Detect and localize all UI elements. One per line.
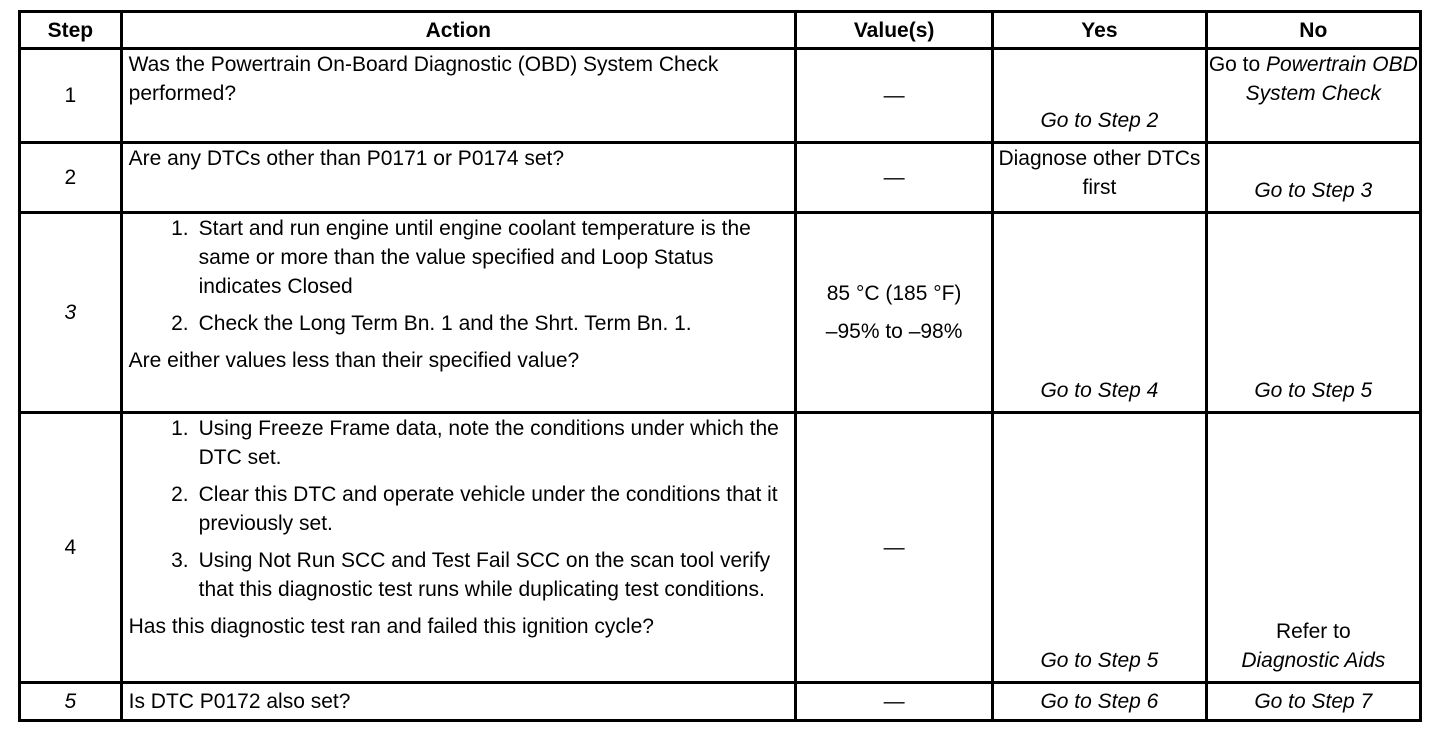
no-text: Go to Step 7: [1254, 690, 1373, 713]
step-cell: [20, 683, 122, 721]
action-cell: [121, 683, 795, 721]
table-row-step-4: [20, 413, 1421, 683]
value-temperature: 85 °C (185 °F): [826, 281, 962, 305]
substep-number: 2.: [171, 312, 189, 335]
step-number: 5: [64, 690, 77, 713]
substep: [129, 546, 790, 604]
substep: [129, 480, 790, 538]
header-values: Value(s): [795, 12, 992, 49]
action-cell: [121, 49, 795, 143]
no-cell: [1206, 213, 1420, 413]
header-yes: Yes: [993, 12, 1206, 49]
step-number: 3: [64, 301, 77, 324]
header-action: Action: [121, 12, 795, 49]
value-cell: [795, 143, 992, 213]
no-text: [1208, 617, 1419, 675]
action-question: Is DTC P0172 also set?: [128, 690, 351, 713]
action-question: Was the Powertrain On-Board Diagnostic (OBD) System Check performed?: [128, 53, 719, 105]
yes-text: Diagnose other DTCs first: [998, 147, 1201, 199]
yes-cell: [993, 683, 1206, 721]
substep-text: Using Freeze Frame data, note the conditions under which the DTC set.: [198, 417, 779, 469]
value-cell: [795, 413, 992, 683]
value-cell: [795, 49, 992, 143]
step-number: 4: [64, 536, 77, 559]
substep-number: 2.: [171, 483, 189, 506]
value-list: [797, 275, 991, 351]
no-text-prefix: Go to: [1208, 53, 1261, 76]
substep: [129, 214, 790, 301]
header-row: [20, 12, 1421, 49]
no-text: Go to Step 3: [1254, 179, 1373, 202]
step-number: 1: [64, 84, 77, 107]
value-text: —: [883, 84, 905, 107]
substep-text: Check the Long Term Bn. 1 and the Shrt. Term Bn. 1.: [198, 312, 692, 335]
table-row-step-1: [20, 49, 1421, 143]
yes-cell: [993, 49, 1206, 143]
value-text: —: [883, 690, 905, 713]
no-text: Go to Step 5: [1254, 379, 1373, 402]
value-cell: [795, 683, 992, 721]
step-cell: [20, 213, 122, 413]
yes-cell: [993, 143, 1206, 213]
diagnostic-table: [18, 10, 1422, 722]
substep-text: Start and run engine until engine coolant temperature is the same or more than the value specified and Loop Status indicates Closed: [198, 217, 751, 298]
no-cell: [1206, 143, 1420, 213]
action-question: Are any DTCs other than P0171 or P0174 set?: [128, 147, 565, 170]
value-fuel-trim: –95% to –98%: [825, 319, 963, 343]
table-row-step-5: [20, 683, 1421, 721]
value-cell: [795, 213, 992, 413]
substep-number: 3.: [171, 549, 189, 572]
table-row-step-2: [20, 143, 1421, 213]
table-row-step-3: [20, 213, 1421, 413]
substep-list: [129, 414, 790, 604]
yes-text: Go to Step 4: [1040, 379, 1159, 402]
yes-cell: [993, 213, 1206, 413]
substep: [129, 309, 790, 338]
value-text: —: [883, 536, 905, 559]
substep-text: Clear this DTC and operate vehicle under the conditions that it previously set.: [198, 483, 778, 535]
no-text-link: Powertrain OBD System Check: [1245, 53, 1418, 105]
header-step: Step: [20, 12, 122, 49]
substep: [129, 414, 790, 472]
action-cell: [121, 213, 795, 413]
yes-text: Go to Step 5: [1040, 649, 1159, 672]
action-question: Are either values less than their specified value?: [128, 349, 580, 372]
substep-list: [129, 214, 790, 338]
yes-text: Go to Step 6: [1040, 690, 1159, 713]
value-text: —: [883, 166, 905, 189]
yes-cell: [993, 413, 1206, 683]
step-cell: [20, 49, 122, 143]
action-cell: [121, 143, 795, 213]
action-cell: [121, 413, 795, 683]
substep-number: 1.: [171, 217, 189, 240]
step-cell: [20, 413, 122, 683]
no-text-prefix: Refer to: [1275, 620, 1351, 643]
no-cell: [1206, 49, 1420, 143]
substep-number: 1.: [171, 417, 189, 440]
step-cell: [20, 143, 122, 213]
step-number: 2: [64, 166, 77, 189]
no-text: [1208, 50, 1419, 108]
no-cell: [1206, 413, 1420, 683]
yes-text: Go to Step 2: [1040, 109, 1159, 132]
no-text-link: Diagnostic Aids: [1241, 649, 1386, 672]
action-question: Has this diagnostic test ran and failed this ignition cycle?: [128, 615, 654, 638]
no-cell: [1206, 683, 1420, 721]
substep-text: Using Not Run SCC and Test Fail SCC on the scan tool verify that this diagnostic test runs while duplicating test conditions.: [198, 549, 771, 601]
header-no: No: [1206, 12, 1420, 49]
